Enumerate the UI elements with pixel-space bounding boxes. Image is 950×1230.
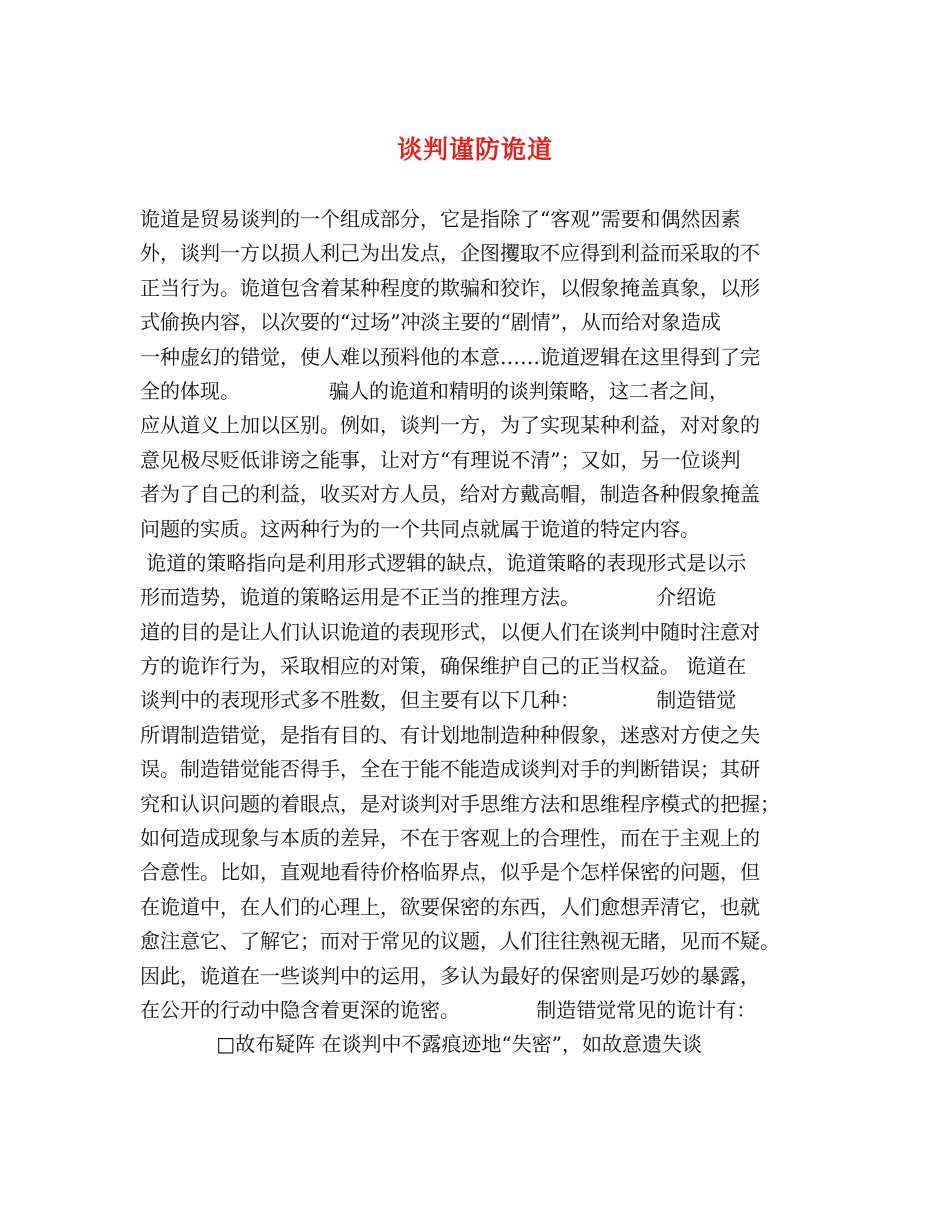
text-line: 究和认识问题的着眼点，是对谈判对手思维方法和思维程序模式的把握； [140,791,780,816]
text-line: 愈注意它、了解它；而对于常见的议题，人们往往熟视无睹，见而不疑。 [140,929,780,954]
text-line: 合意性。比如，直观地看待价格临界点，似乎是个怎样保密的问题，但 [140,860,760,885]
text-line: 外，谈判一方以损人利己为出发点，企图攫取不应得到利益而采取的不 [140,241,760,266]
text-line: 方的诡诈行为，采取相应的对策，确保维护自己的正当权益。 诡道在 [140,654,747,679]
text-line: 式偷换内容，以次要的“过场”冲淡主要的“剧情”，从而给对象造成 [140,310,721,335]
text-line: 正当行为。诡道包含着某种程度的欺骗和狡诈，以假象掩盖真象，以形 [140,275,760,300]
text-line: 者为了自己的利益，收买对方人员，给对方戴高帽，制造各种假象掩盖 [140,482,760,507]
text-line: 应从道义上加以区别。例如，谈判一方，为了实现某种利益，对对象的 [140,413,760,438]
text-line: 诡道是贸易谈判的一个组成部分，它是指除了“客观”需要和偶然因素 [140,207,741,231]
text-line: 在公开的行动中隐含着更深的诡密。 制造错觉常见的诡计有： [140,997,757,1022]
document-body [140,202,840,1062]
document-title: 谈判谨防诡道 [396,135,553,164]
text-line: 全的体现。 骗人的诡道和精明的谈判策略，这二者之间， [140,378,730,403]
text-line: 谈判中的表现形式多不胜数，但主要有以下几种： 制造错觉 [140,688,737,713]
text-line: 诡道的策略指向是利用形式逻辑的缺点，诡道策略的表现形式是以示 [140,550,747,575]
text-line: 误。制造错觉能否得手，全在于能不能造成谈判对手的判断错误；其研 [140,757,760,782]
text-line: 因此，诡道在一些谈判中的运用，多认为最好的保密则是巧妙的暴露， [140,963,760,988]
text-line: 在诡道中，在人们的心理上，欲要保密的东西，人们愈想弄清它，也就 [140,894,760,919]
text-line: □故布疑阵 在谈判中不露痕迹地“失密”，如故意遗失谈 [140,1032,702,1057]
text-line: 问题的实质。这两种行为的一个共同点就属于诡道的特定内容。 [140,516,700,541]
text-line: 道的目的是让人们认识诡道的表现形式，以便人们在谈判中随时注意对 [140,619,760,644]
text-line: 如何造成现象与本质的差异，不在于客观上的合理性，而在于主观上的 [140,826,760,851]
text-line: 形而造势，诡道的策略运用是不正当的推理方法。 介绍诡 [140,585,717,610]
text-line: 一种虚幻的错觉，使人难以预料他的本意……诡道逻辑在这里得到了完 [140,344,760,369]
text-line: 所谓制造错觉，是指有目的、有计划地制造种种假象，迷惑对方使之失 [140,722,760,747]
text-line: 意见极尽贬低诽谤之能事，让对方“有理说不清”；又如，另一位谈判 [140,447,741,472]
